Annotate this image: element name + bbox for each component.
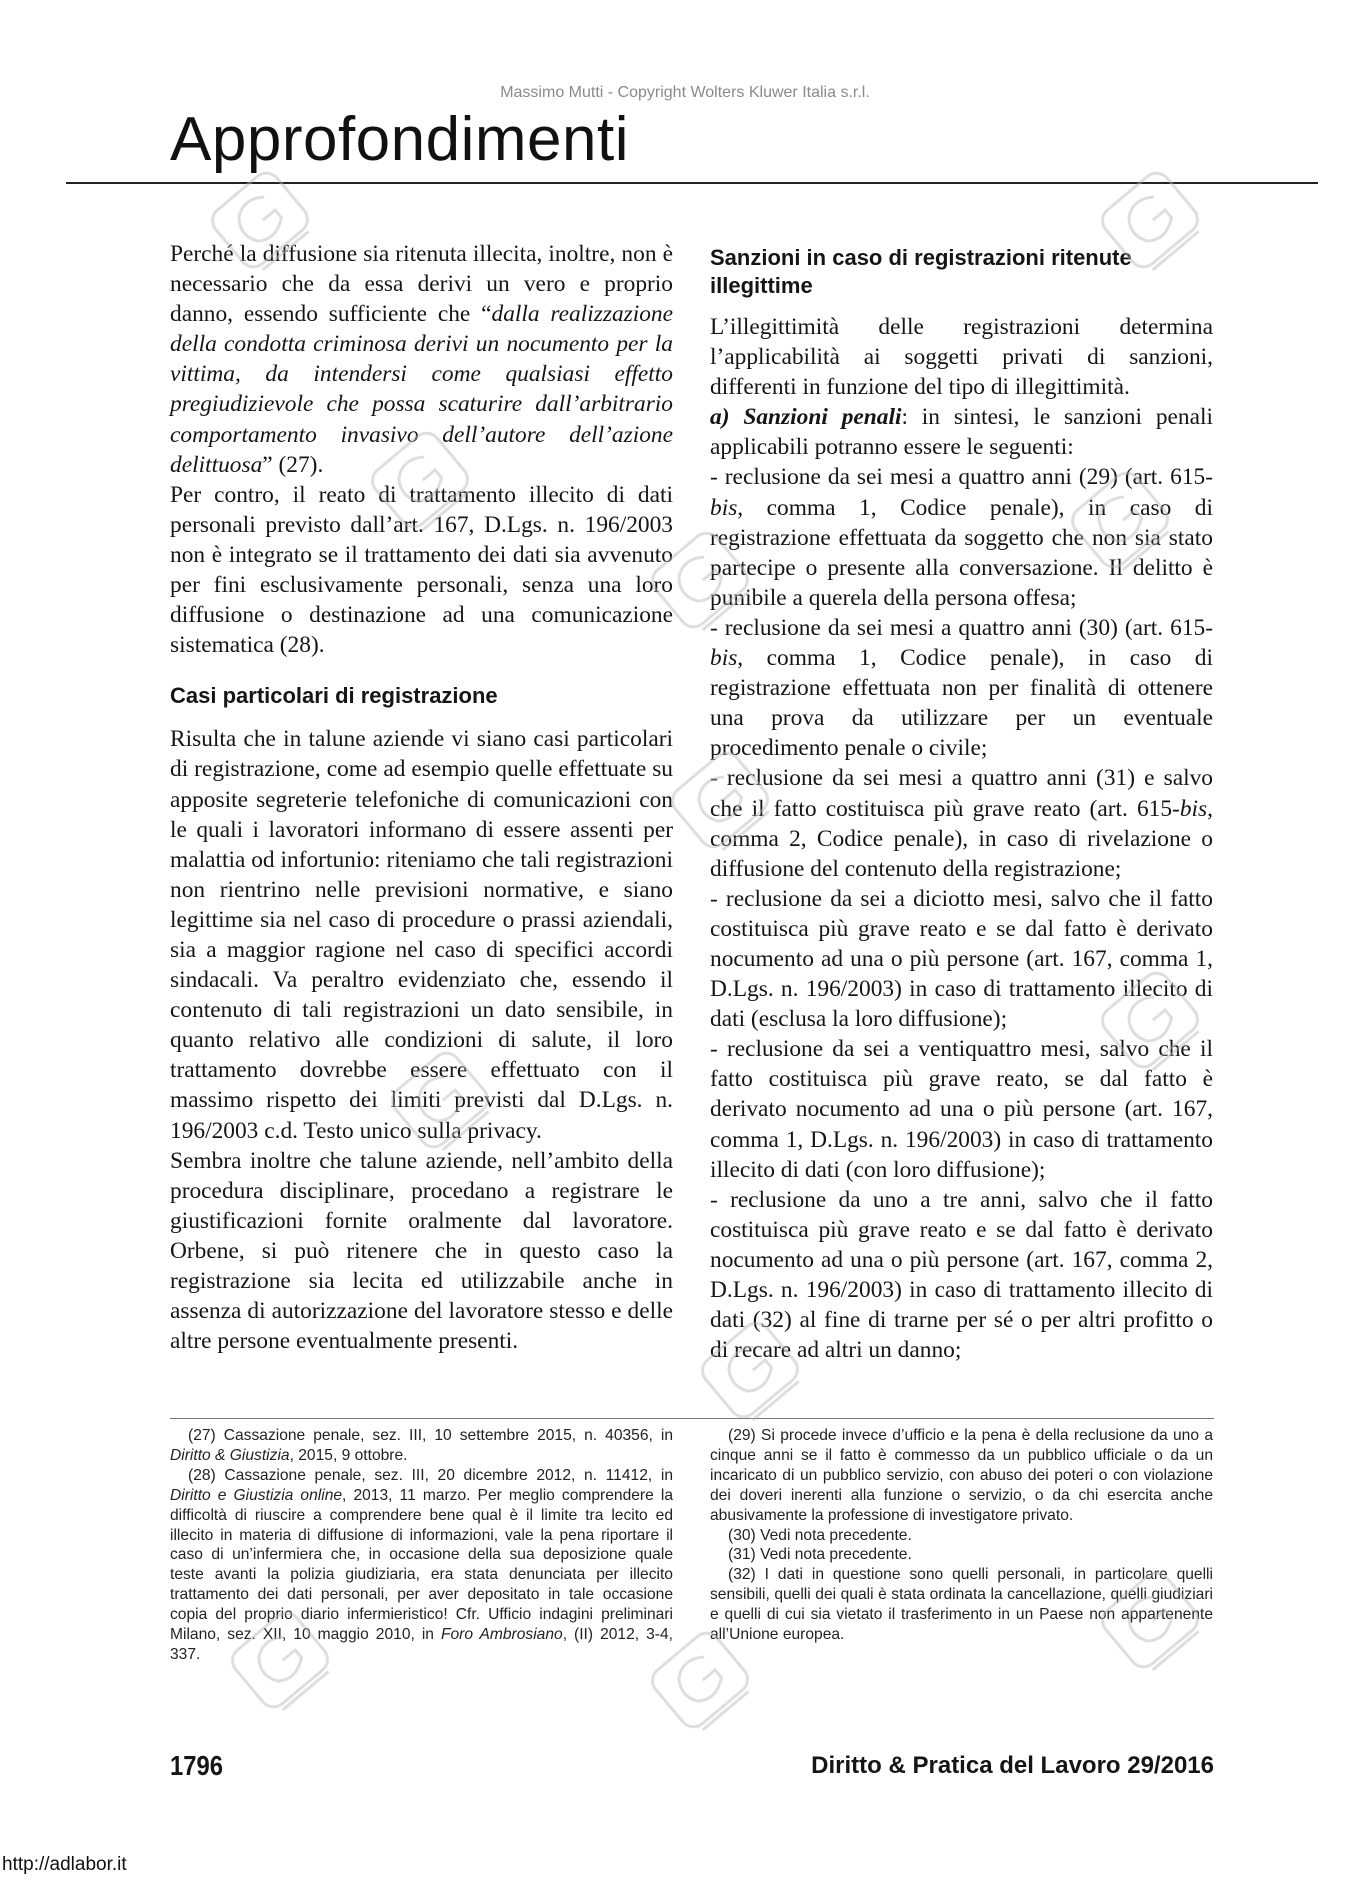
item-italic: bis bbox=[710, 494, 738, 521]
copyright-line: Massimo Mutti - Copyright Wolters Kluwer Italia s.r.l. bbox=[500, 84, 870, 101]
section-heading: Sanzioni in caso di registrazioni ritenute illegittime bbox=[710, 245, 1132, 298]
paragraph: Per contro, il reato di trattamento illecito di dati personali previsto dall’art. 167, D.Lgs. n. 196/2003 non è integrato se il trattamento dei dati sia avvenuto per fini esclusivamente personali, senza una loro diffusione o destinazione ad una comunicazione sistematica (28). bbox=[170, 481, 673, 659]
footnotes-right bbox=[710, 1426, 1213, 1645]
footnote-30: (30) Vedi nota precedente. bbox=[728, 1526, 912, 1544]
paragraph: Risulta che in talune aziende vi siano casi particolari di registrazione, come ad esempio quelle effettuate su apposite segreterie telefoniche di comunicazioni con le quali i lavoratori informano di essere assenti per malattia od infortunio: riteniamo che tali registrazioni non rientrino nelle previsioni normative, e siano legittime sia nel caso di procedure o prassi aziendali, sia a maggior ragione nel caso di specifici accordi sindacali. Va peraltro evidenziato che, essendo il contenuto di tali registrazioni un dato sensibile, in quanto relativo alle condizioni di salute, il loro trattamento dovrebbe essere effettuato con il massimo rispetto dei limiti previsti dal D.Lgs. n. 196/2003 c.d. Testo unico sulla privacy. bbox=[170, 726, 673, 1144]
paragraph-text: ” (27). bbox=[262, 451, 324, 478]
item-italic: bis bbox=[710, 645, 738, 672]
item-text: , comma 1, Codice penale), in caso di registrazione effettuata da soggetto che non sia stato partecipe o presente alla conversazione. Il delitto è punibile a querela della persona offesa; bbox=[710, 494, 1213, 611]
footnote-31: (31) Vedi nota precedente. bbox=[728, 1546, 912, 1564]
item-text: - reclusione da sei mesi a quattro anni (30) (art. 615- bbox=[710, 614, 1213, 641]
list-item bbox=[710, 763, 1213, 883]
footnote-text: , 2015, 9 ottobre. bbox=[289, 1446, 408, 1464]
journal-footer: Diritto & Pratica del Lavoro 29/2016 bbox=[811, 1752, 1214, 1779]
quoted-text: dalla realizzazione della condotta criminosa derivi un nocumento per la vittima, da intendersi come qualsiasi effetto pregiudizievole che possa scaturire dall’arbitrario comportamento invasivo dell’autore dell’azione delittuosa bbox=[170, 301, 674, 478]
penal-label: a) Sanzioni penali bbox=[710, 404, 902, 431]
footnote-rule bbox=[170, 1418, 1214, 1419]
footnote-text: , (II) 2012, 3-4, 337. bbox=[170, 1626, 673, 1663]
list-item bbox=[710, 462, 1213, 612]
footnote-32: (32) I dati in questione sono quelli personali, in particolare quelli sensibili, quelli dei quali è stata ordinata la cancellazione, quelli giudiziari e quelli di cui sia vietato il trasferimento in un Paese non appartenente all’Unione europea. bbox=[710, 1566, 1213, 1644]
footnote-29: (29) Si procede invece d’ufficio e la pena è della reclusione da uno a cinque anni se il fatto è commesso da un pubblico ufficiale o da un incaricato di un pubblico servizio, con abuso dei poteri o con violazione dei doveri inerenti alla funzione o servizio, o da chi esercita anche abusivamente la professione di investigatore privato. bbox=[710, 1427, 1213, 1524]
footnotes-left bbox=[170, 1426, 673, 1665]
paragraph: Sembra inoltre che talune aziende, nell’ambito della procedura disciplinare, procedano a registrare le giustificazioni fornite oralmente dal lavoratore. Orbene, si può ritenere che in questo caso la registrazione sia lecita ed utilizzabile anche in assenza di autorizzazione del lavoratore stesso e delle altre persone eventualmente presenti. bbox=[170, 1147, 673, 1355]
item-text: - reclusione da sei mesi a quattro anni (31) e salvo che il fatto costituisca più grave reato (art. 615- bbox=[710, 765, 1213, 822]
right-column bbox=[710, 244, 1213, 1365]
footnote-28 bbox=[170, 1466, 673, 1665]
journal-name: Diritto & Giustizia bbox=[170, 1446, 290, 1464]
footnote-text: (27) Cassazione penale, sez. III, 10 settembre 2015, n. 40356, in bbox=[188, 1427, 673, 1444]
paragraph: L’illegittimità delle registrazioni determina l’applicabilità ai soggetti privati di sanzioni, differenti in funzione del tipo di illegittimità. bbox=[710, 314, 1213, 401]
journal-name: Foro Ambrosiano bbox=[440, 1626, 563, 1644]
item-text: - reclusione da sei mesi a quattro anni (29) (art. 615- bbox=[710, 464, 1213, 491]
list-item: - reclusione da uno a tre anni, salvo che il fatto costituisca più grave reato e se dal fatto è derivato nocumento ad una o più persone (art. 167, comma 2, D.Lgs. n. 196/2003) in caso di trattamento illecito di dati (32) al fine di trarne per sé o per altri profitto o di recare ad altri un danno; bbox=[710, 1186, 1213, 1364]
left-column bbox=[170, 239, 673, 1356]
page-number: 1796 bbox=[170, 1750, 223, 1781]
paragraph-text: Perché la diffusione sia ritenuta illecita, inoltre, non è necessario che da essa derivi un vero e proprio danno, essendo sufficiente che “ bbox=[170, 241, 673, 328]
list-item bbox=[710, 613, 1213, 763]
list-item: - reclusione da sei a ventiquattro mesi, salvo che il fatto costituisca più grave reato, se dal fatto è derivato nocumento ad una o più persone (art. 167, comma 1, D.Lgs. n. 196/2003) in caso di trattamento illecito di dati (con loro diffusione); bbox=[710, 1036, 1213, 1183]
footnote-text: (28) Cassazione penale, sez. III, 20 dicembre 2012, n. 11412, in bbox=[188, 1466, 673, 1484]
site-url-link[interactable]: http://adlabor.it bbox=[2, 1854, 127, 1875]
section-title: Approfondimenti bbox=[170, 105, 629, 174]
section-heading: Casi particolari di registrazione bbox=[170, 683, 498, 709]
footnote-text: , 2013, 11 marzo. Per meglio comprendere la difficoltà di riuscire a comprendere bene qual è il limite tra lecito ed illecito in materia di diffusione di informazioni, vale la pena riportare il caso di un’infermiera che, in occasione della sua deposizione quale teste avanti la polizia giudiziaria, era stata denunciata per illecito trattamento dei dati personali, per aver depositato in tale occasione copia del proprio diario infermieristico! Cfr. Ufficio indagini preliminari Milano, sez. XII, 10 maggio 2010, in bbox=[170, 1486, 673, 1644]
paragraph-text: : in sintesi, le sanzioni penali applicabili potranno essere le seguenti: bbox=[710, 404, 1213, 461]
title-rule bbox=[66, 182, 1318, 184]
journal-name: Diritto e Giustizia online bbox=[170, 1486, 343, 1504]
paragraph bbox=[710, 402, 1213, 462]
paragraph bbox=[170, 239, 673, 480]
item-text: , comma 1, Codice penale), in caso di registrazione effettuata non per finalità di ottenere una prova da utilizzare per un eventuale procedimento penale o civile; bbox=[710, 645, 1213, 762]
footnote-27 bbox=[170, 1426, 673, 1466]
item-italic: bis bbox=[1179, 795, 1208, 822]
list-item: - reclusione da sei a diciotto mesi, salvo che il fatto costituisca più grave reato e se dal fatto è derivato nocumento ad una o più persone (art. 167, comma 1, D.Lgs. n. 196/2003) in caso di trattamento illecito di dati (esclusa la loro diffusione); bbox=[710, 885, 1213, 1033]
item-text: , comma 2, Codice penale), in caso di rivelazione o diffusione del contenuto della registrazione; bbox=[710, 795, 1213, 882]
